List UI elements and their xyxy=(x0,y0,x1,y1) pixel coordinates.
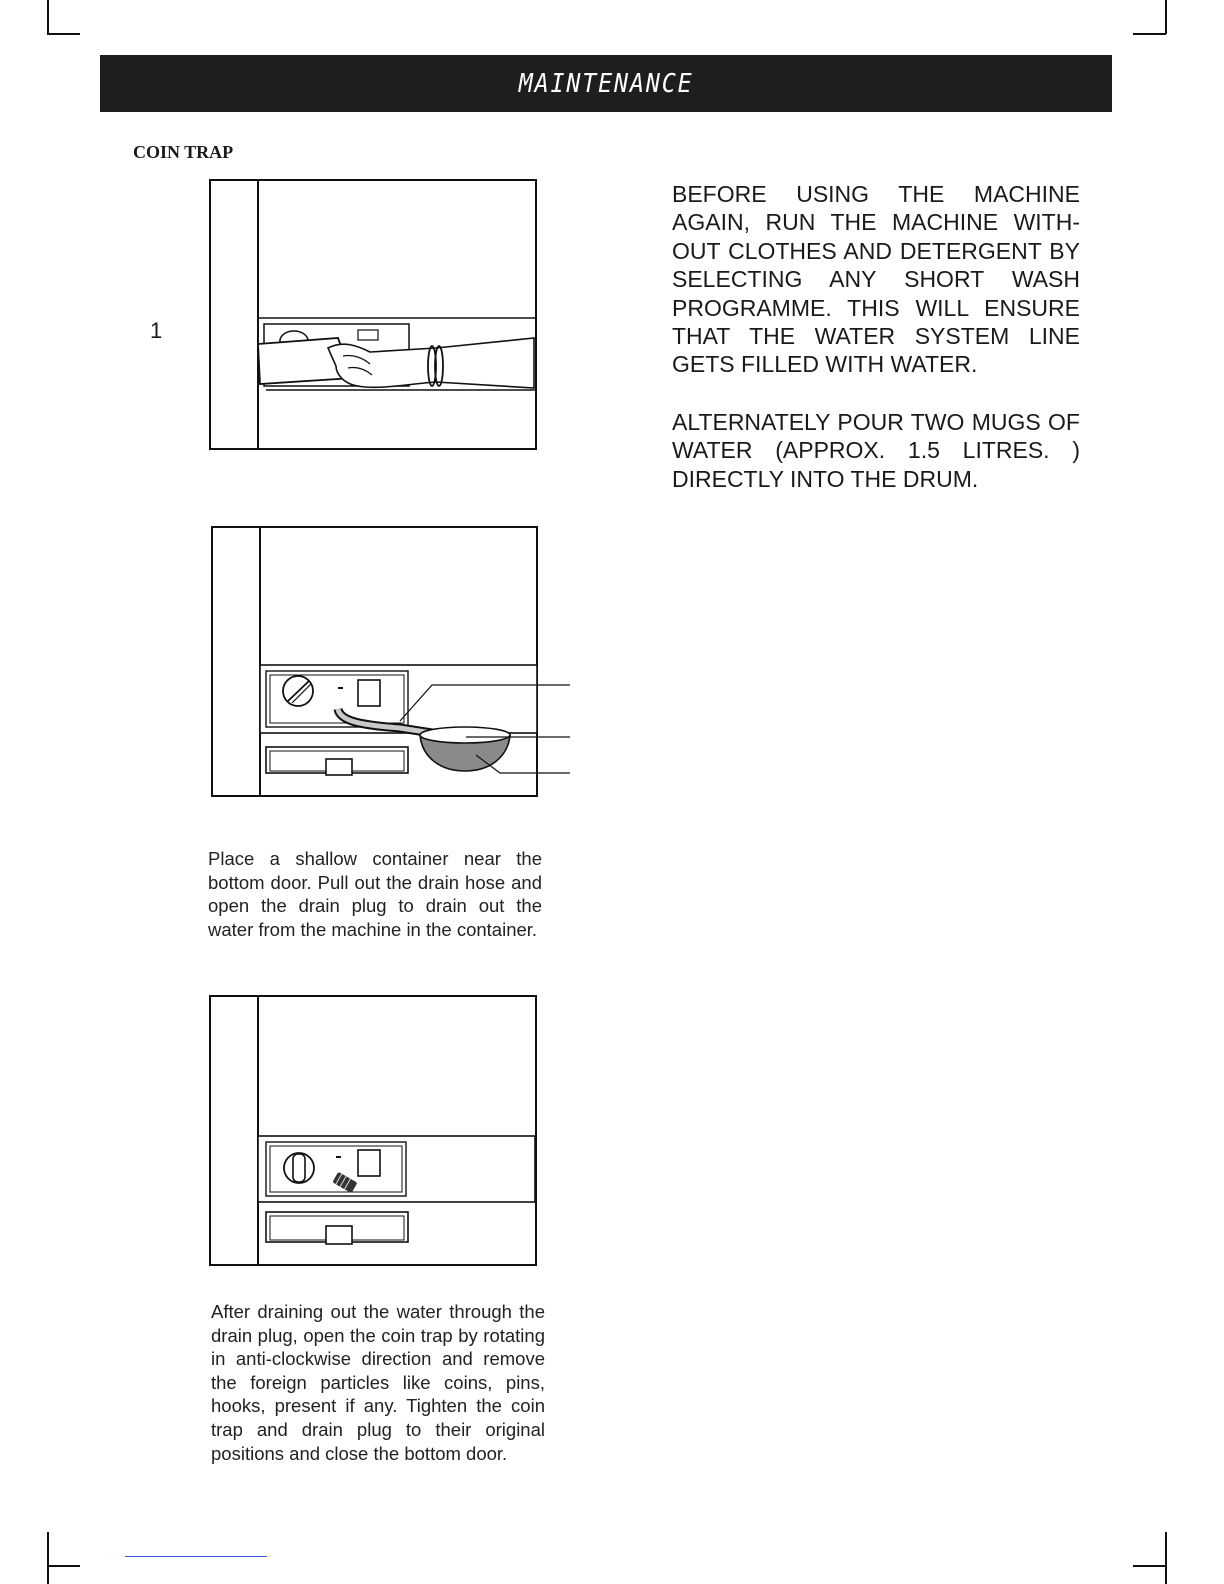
figure-drain-hose xyxy=(210,525,576,801)
crop-mark-top-right-h xyxy=(1133,33,1166,35)
header-bar xyxy=(100,55,1112,112)
step-number: 1 xyxy=(150,318,163,343)
figure-coin-trap xyxy=(208,994,540,1270)
crop-mark-bottom-right-v xyxy=(1165,1532,1167,1584)
crop-mark-bottom-right-h xyxy=(1133,1565,1166,1567)
page-title: MAINTENANCE xyxy=(518,68,694,99)
section-title: COIN TRAP xyxy=(133,142,234,162)
note-before-use: BEFORE USING THE MACHINE AGAIN, RUN THE MACHINE WITH-OUT CLOTHES AND DETERGENT BY SELECTING ANY SHORT WASH PROGRAMME. THIS WILL ENSURE THAT THE WATER SYSTEM LINE GETS FILLED WITH WATER. xyxy=(672,181,1080,378)
crop-mark-top-right-v xyxy=(1165,0,1167,34)
caption-coin-trap: After draining out the water through the drain plug, open the coin trap by rotating in anti-clockwise direction and remove the foreign particles like coins, pins, hooks, present if any. Tighten the coin trap and drain plug to their original positions and close the bottom door. xyxy=(211,1301,545,1464)
note-alternate: ALTERNATELY POUR TWO MUGS OF WATER (APPROX. 1.5 LITRES. ) DIRECTLY INTO THE DRUM. xyxy=(672,409,1080,492)
crop-mark-bottom-left-h xyxy=(47,1565,80,1567)
crop-mark-top-left-v xyxy=(47,0,49,34)
crop-mark-top-left-h xyxy=(47,33,80,35)
caption-drain-water: Place a shallow container near the bottom door. Pull out the drain hose and open the drain plug to drain out the water from the machine in the container. xyxy=(208,848,542,940)
figure-open-bottom-door xyxy=(208,178,540,454)
footer-link-underline xyxy=(125,1556,267,1557)
crop-mark-bottom-left-v xyxy=(47,1532,49,1584)
